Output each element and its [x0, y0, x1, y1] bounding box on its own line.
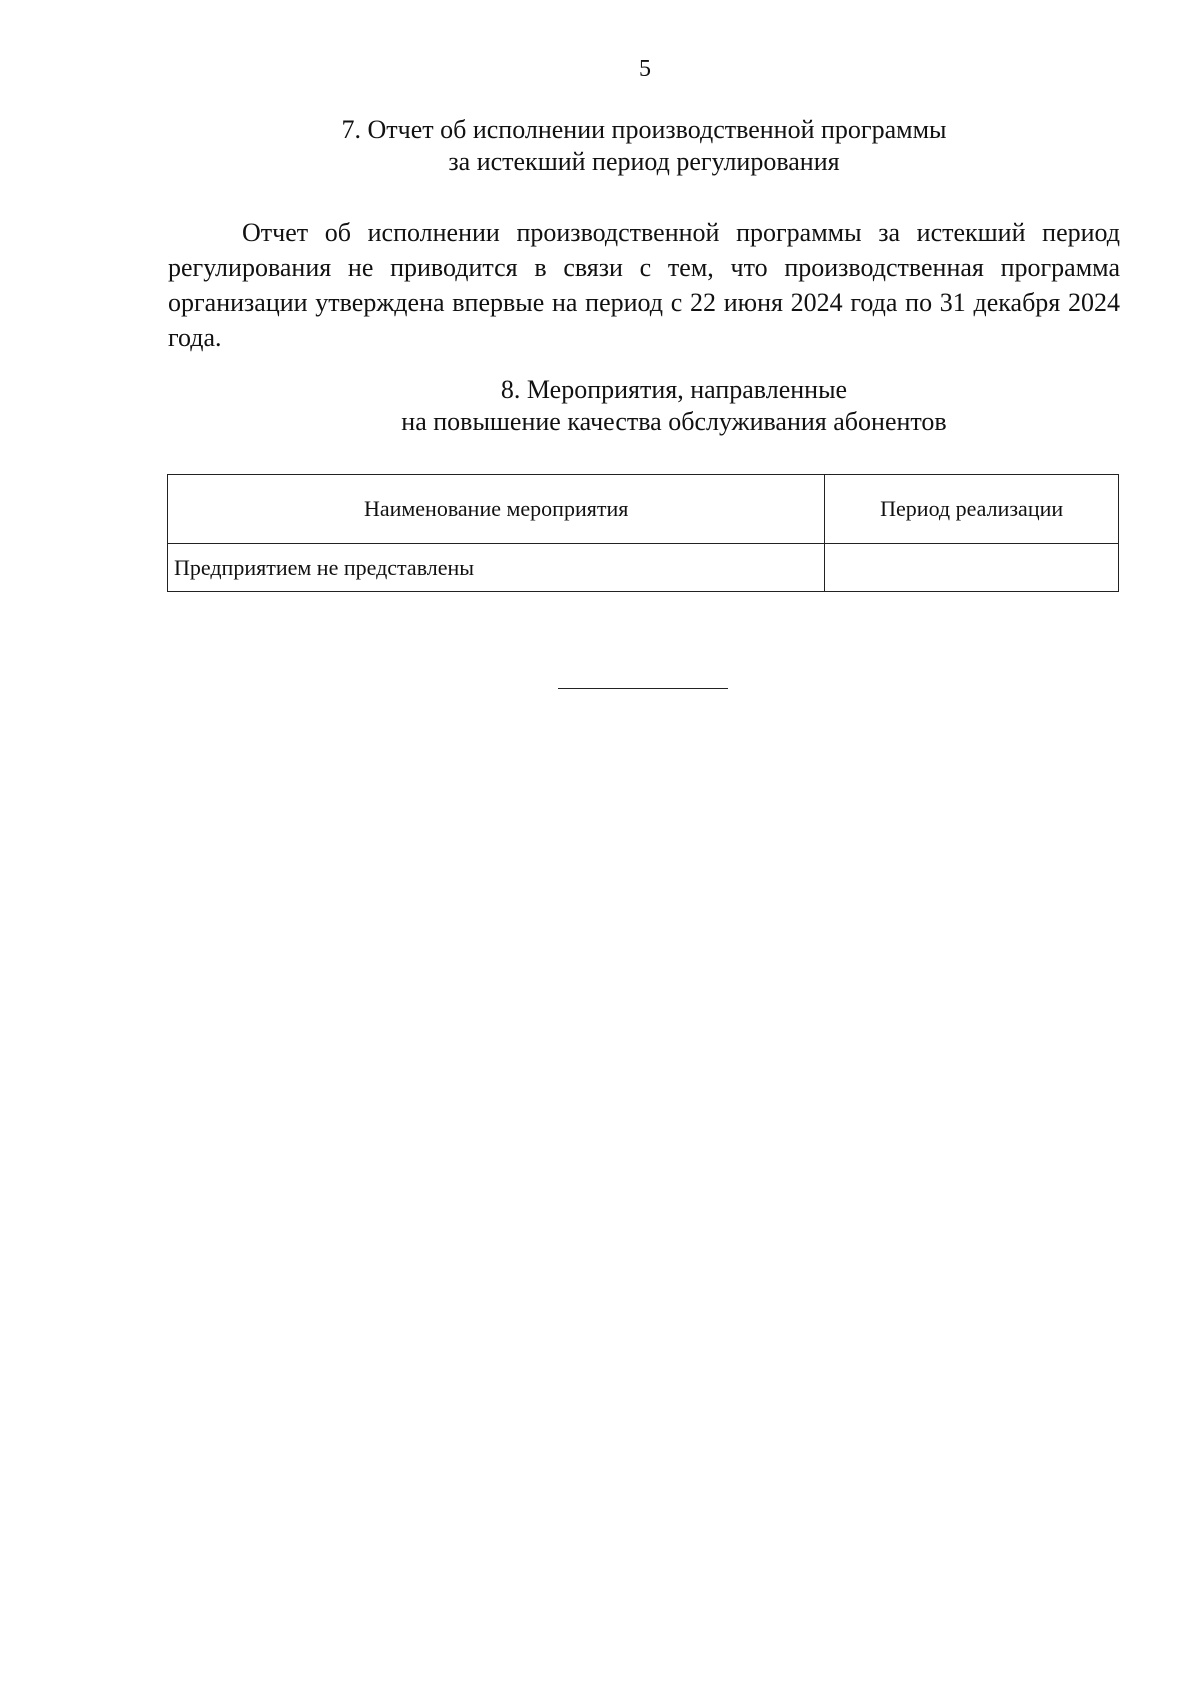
section-7-paragraph: Отчет об исполнении производственной программы за истекший период регулирования не приводится в связи с тем, что производственная программа организации утверждена впервые на период с 22 июня 2024 года по 31 декабря 2024 года.	[168, 218, 1120, 352]
section-8-title-line-1: 8. Мероприятия, направленные	[500, 375, 848, 404]
end-divider-line	[558, 688, 728, 689]
page-number: 5	[639, 56, 651, 82]
section-7-title-line-2: за истекший период регулирования	[448, 147, 840, 176]
section-7-title-line-1: 7. Отчет об исполнении производственной программы	[341, 115, 947, 144]
cell-period	[825, 544, 1119, 592]
table-header-row	[168, 475, 1119, 544]
cell-measure-name: Предприятием не представлены	[168, 544, 825, 592]
section-7-heading	[0, 114, 1200, 178]
header-period: Период реализации	[825, 475, 1119, 544]
measures-table	[167, 474, 1119, 592]
table-row	[168, 544, 1119, 592]
section-8-heading	[0, 374, 1200, 438]
header-measure-name: Наименование мероприятия	[168, 475, 825, 544]
section-8-title-line-2: на повышение качества обслуживания абонентов	[401, 407, 947, 436]
